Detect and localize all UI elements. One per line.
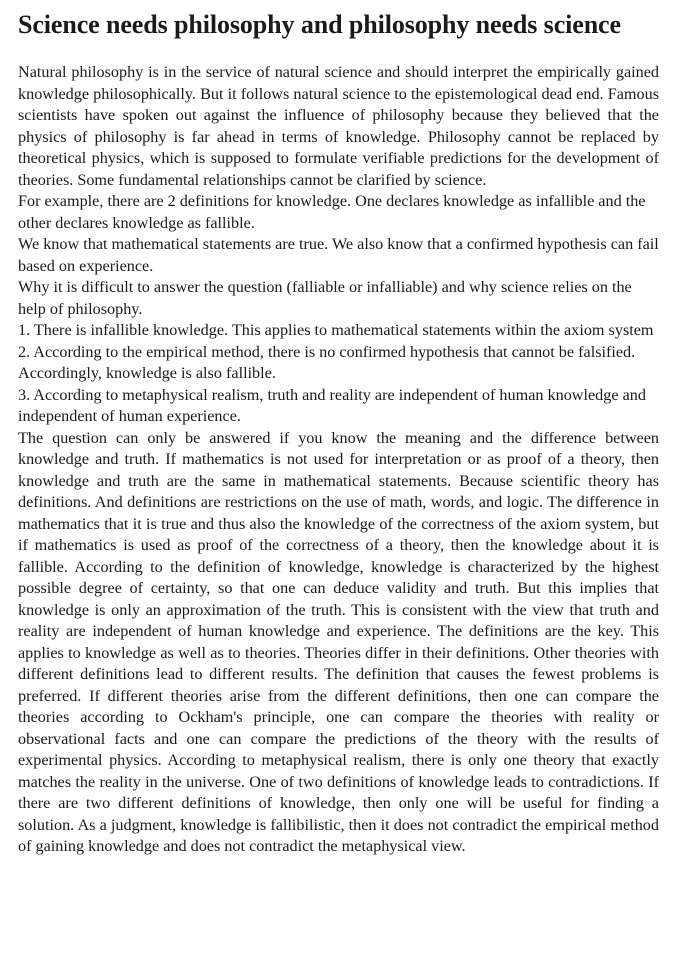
list-item-1: 1. There is infallible knowledge. This applies to mathematical statements within the axiom system (18, 321, 654, 339)
list-item-2: 2. According to the empirical method, there is no confirmed hypothesis that cannot be falsified. Accordingly, knowledge is also fallible. (18, 342, 636, 382)
page-title: Science needs philosophy and philosophy needs science (18, 10, 621, 39)
paragraph-math-statements: We know that mathematical statements are true. We also know that a confirmed hypothesis can fail based on experience. (18, 235, 659, 275)
paragraph-intro: Natural philosophy is in the service of natural science and should interpret the empirically gained knowledge philosophically. But it follows natural science to the epistemological dead end. Famous scientists have spoken out against the influence of philosophy because they believed that the physics of philosophy is far ahead in terms of knowledge. Philosophy cannot be replaced by theoretical physics, which is supposed to formulate verifiable predictions for the development of theories. Some fundamental relationships cannot be clarified by science. (18, 63, 659, 189)
article-body (18, 62, 659, 858)
paragraph-conclusion: The question can only be answered if you know the meaning and the difference between knowledge and truth. If mathematics is not used for interpretation or as proof of a theory, then knowledge and truth are the same in mathematical statements. Because scientific theory has definitions. And definitions are restrictions on the use of math, words, and logic. The difference in mathematics that it is true and thus also the knowledge of the correctness of the axiom system, but if mathematics is used as proof of the correctness of a theory, then the knowledge about it is fallible. According to the definition of knowledge, knowledge is characterized by the highest possible degree of certainty, so that one can deduce validity and truth. But this implies that knowledge is only an approximation of the truth. This is consistent with the view that truth and reality are independent of human knowledge and experience. The definitions are the key. This applies to knowledge as well as to theories. Theories differ in their definitions. Other theories with different definitions lead to different results. The definition that causes the fewest problems is preferred. If different theories arise from the different definitions, then one can compare the theories according to Ockham's principle, one can compare the theories with reality or observational facts and one can compare the predictions of the theory with the results of experimental physics. According to metaphysical realism, there is only one theory that exactly matches the reality in the universe. One of two definitions of knowledge leads to contradictions. If there are two different definitions of knowledge, then only one will be useful for finding a solution. As a judgment, knowledge is fallibilistic, then it does not contradict the empirical method of gaining knowledge and does not contradict the metaphysical view. (18, 428, 659, 855)
paragraph-why-difficult: Why it is difficult to answer the question (falliable or infalliable) and why science relies on the help of philosophy. (18, 278, 632, 318)
paragraph-knowledge-definitions: For example, there are 2 definitions for knowledge. One declares knowledge as infallible and the other declares knowledge as fallible. (18, 192, 646, 232)
list-item-3: 3. According to metaphysical realism, truth and reality are independent of human knowledge and independent of human experience. (18, 385, 646, 425)
